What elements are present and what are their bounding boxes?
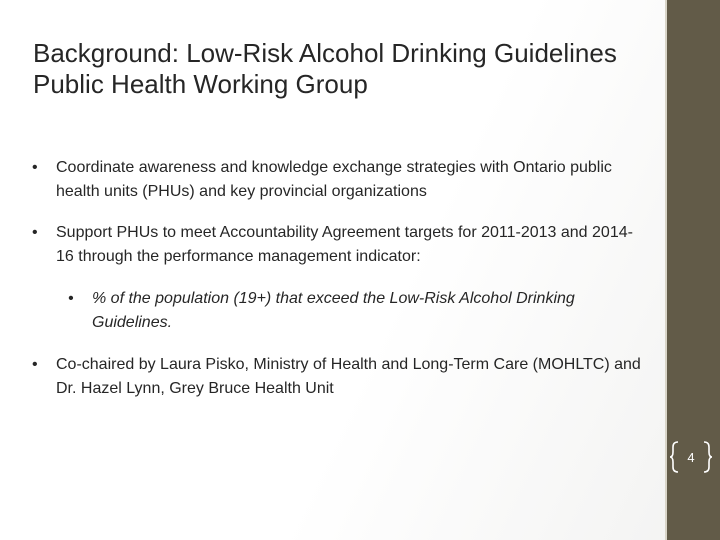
bullet-item bbox=[32, 221, 648, 269]
page-number-badge bbox=[669, 440, 713, 474]
page-number: 4 bbox=[687, 450, 695, 465]
bullet-item bbox=[32, 156, 648, 204]
bullet-text: Support PHUs to meet Accountability Agreement targets for 2011-2013 and 2014-16 through the performance management indicator: bbox=[56, 224, 633, 265]
bullet-item bbox=[32, 353, 648, 401]
sub-bullet-item bbox=[68, 287, 648, 335]
bullet-text: Co-chaired by Laura Pisko, Ministry of Health and Long-Term Care (MOHLTC) and Dr. Hazel Lynn, Grey Bruce Health Unit bbox=[56, 356, 641, 397]
bullet-dot: • bbox=[32, 224, 38, 241]
slide-title: Background: Low-Risk Alcohol Drinking Guidelines Public Health Working Group bbox=[33, 38, 617, 100]
bullet-text: Coordinate awareness and knowledge exchange strategies with Ontario public health units (PHUs) and key provincial organizations bbox=[56, 159, 612, 200]
bullet-dot: • bbox=[68, 290, 74, 307]
bullet-dot: • bbox=[32, 356, 38, 373]
sub-bullet-text: % of the population (19+) that exceed the Low-Risk Alcohol Drinking Guidelines. bbox=[92, 290, 575, 331]
bullet-dot: • bbox=[32, 159, 38, 176]
